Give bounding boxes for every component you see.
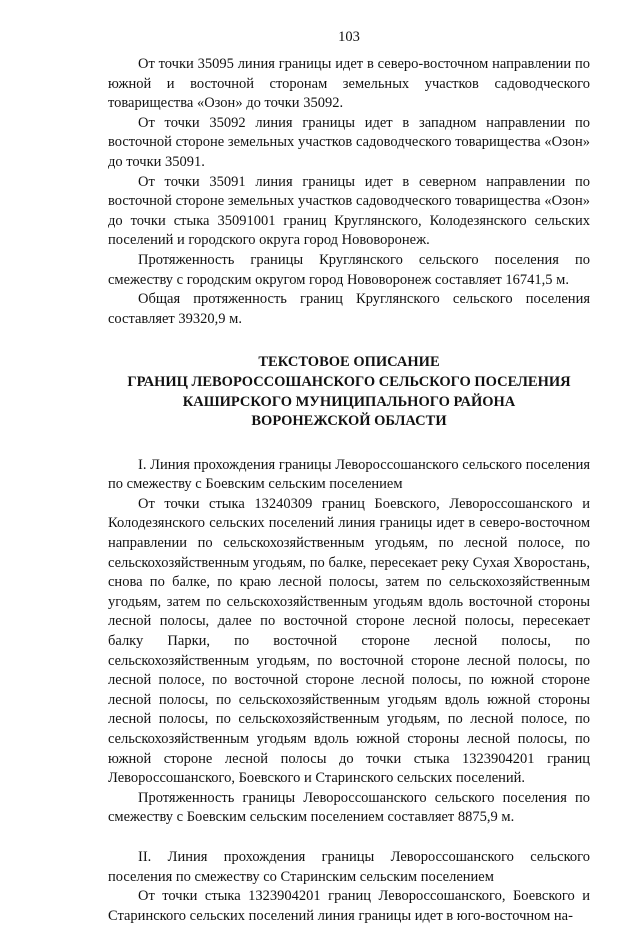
section-heading [108, 353, 590, 431]
paragraph: От точки стыка 13240309 границ Боевского, Левороссошанского и Колодезянского сельских поселений линия границы идет в северо-восточном направлении по сельскохозяйственным угодьям, по лесной полосе, по сельскохозяйственным угодьям, по балке, пересекает реку Сухая Хворостань, снова по балке, по краю лесной полосы, затем по сельскохозяйственным угодьям, затем по сельскохозяйственным угодьям вдоль восточной стороны лесной полосы, далее по восточной стороне лесной полосы, пересекает балку Парки, по восточной стороне лесной полосы, по сельскохозяйственным угодьям, по восточной стороне лесной полосы, по лесной полосе, по восточной стороне лесной полосы, по южной стороне лесной полосы, по сельскохозяйственным угодьям вдоль южной стороны лесной полосы, по сельскохозяйственным угодьям, по лесной полосе, по сельскохозяйственным угодьям вдоль южной стороны лесной полосы, по южной стороне лесной полосы до точки стыка 1323904201 границ Левороссошанского, Боевского и Старинского сельских поселений. [108, 495, 590, 787]
paragraph: От точки 35095 линия границы идет в северо-восточном направлении по южной и восточной сторонам земельных участков садоводческого товарищества «Озон» до точки 35092. [108, 56, 590, 112]
heading-line: ТЕКСТОВОЕ ОПИСАНИЕ [258, 354, 440, 371]
heading-line: ВОРОНЕЖСКОЙ ОБЛАСТИ [251, 413, 447, 430]
paragraph: Общая протяженность границ Круглянского сельского поселения составляет 39320,9 м. [108, 291, 590, 327]
spacer [108, 828, 590, 848]
paragraph: От точки 35092 линия границы идет в западном направлении по восточной стороне земельных участков садоводческого товарищества «Озон» до точки 35091. [108, 114, 590, 170]
paragraph: Протяженность границы Левороссошанского сельского поселения по смежеству с Боевским сельским поселением составляет 8875,9 м. [108, 789, 590, 826]
section-2 [108, 848, 590, 926]
heading-line: ГРАНИЦ ЛЕВОРОССОШАНСКОГО СЕЛЬСКОГО ПОСЕЛЕНИЯ [127, 373, 571, 390]
heading-line: КАШИРСКОГО МУНИЦИПАЛЬНОГО РАЙОНА [182, 393, 516, 410]
paragraph: От точки стыка 1323904201 границ Левороссошанского, Боевского и Старинского сельских поселений линия границы идет в юго-восточном на- [108, 888, 590, 924]
intro-text [108, 55, 590, 329]
page-number: 103 [338, 29, 360, 45]
section-title: I. Линия прохождения границы Левороссошанского сельского поселения по смежеству с Боевским сельским поселением [108, 456, 590, 493]
document-page [108, 28, 590, 926]
section-1 [108, 456, 590, 828]
paragraph: От точки 35091 линия границы идет в северном направлении по восточной стороне земельных участков садоводческого товарищества «Озон» до точки стыка 35091001 границ Круглянского, Колодезянского сельских поселений и городского округа город Нововоронеж. [108, 173, 590, 249]
paragraph: Протяженность границы Круглянского сельского поселения по смежеству с городским округом город Нововоронеж составляет 16741,5 м. [108, 251, 590, 288]
section-title: II. Линия прохождения границы Левороссошанского сельского поселения по смежеству со Старинским сельским поселением [108, 848, 590, 885]
